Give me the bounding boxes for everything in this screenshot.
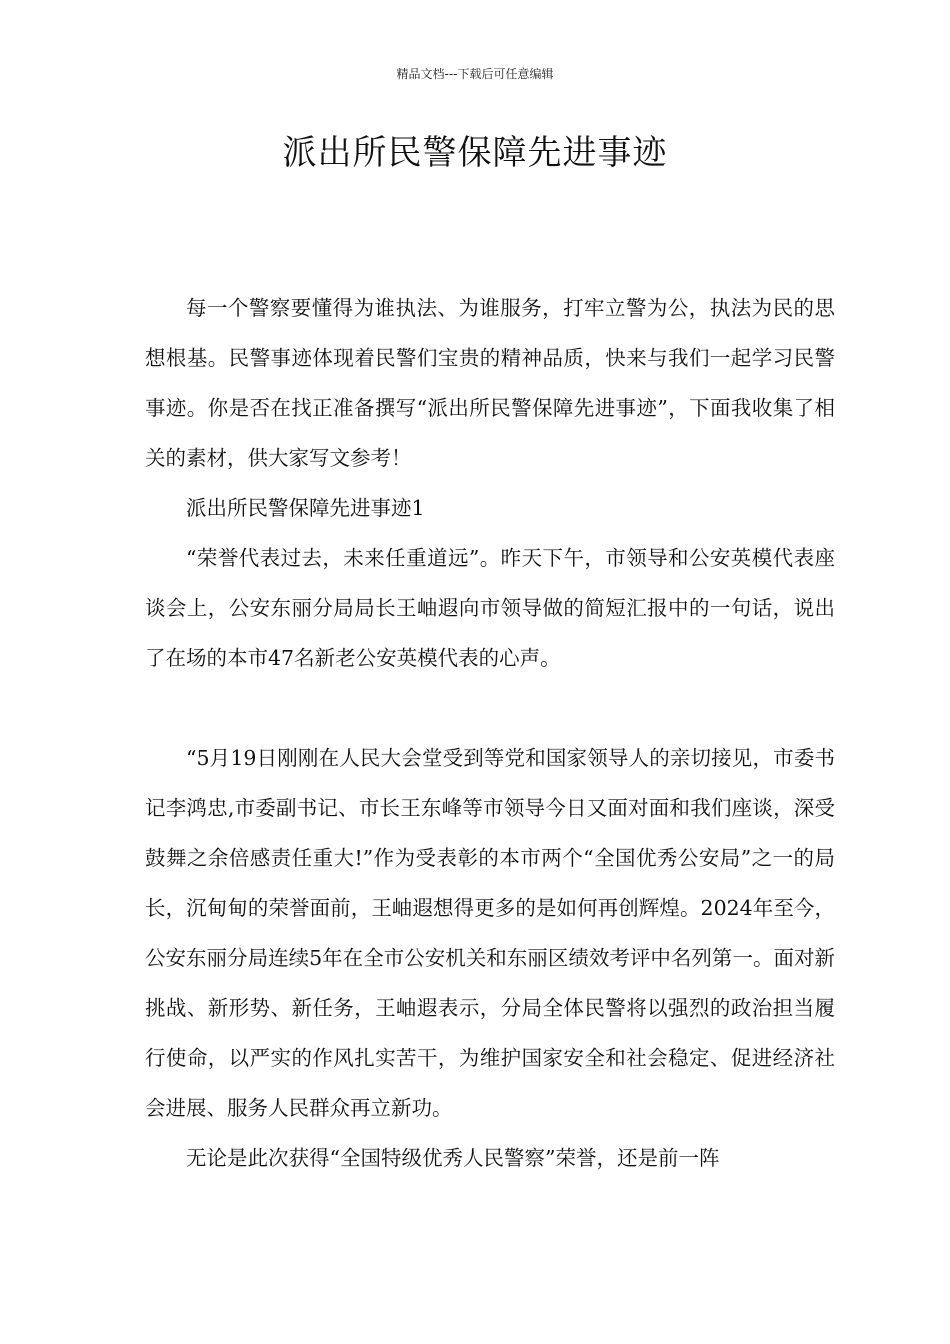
document-title: 派出所民警保障先进事迹 — [282, 133, 668, 173]
body-paragraph: 无论是此次获得“全国特级优秀人民警察”荣誉，还是前一阵 — [186, 1146, 720, 1170]
body-paragraph: “5月19日刚刚在人民大会堂受到等党和国家领导人的亲切接见，市委书记李鸿忠,市委副书记、市长王东峰等市领导今日又面对面和我们座谈，深受鼓舞之余倍感责任重大!”作为受表彰的本市两个“全国优秀公安局”之一的局长，沉甸甸的荣誉面前，王岫遐想得更多的是如何再创辉煌。2024年至今，公安东丽分局连续5年在全市公安机关和东丽区绩效考评中名列第一。面对新挑战、新形势、新任务，王岫遐表示，分局全体民警将以强烈的政治担当履行使命，以严实的作风扎实苦干，为维护国家安全和社会稳定、促进经济社会进展、服务人民群众再立新功。 — [145, 746, 835, 1120]
intro-paragraph: 每一个警察要懂得为谁执法、为谁服务，打牢立警为公，执法为民的思想根基。民警事迹体现着民警们宝贵的精神品质，快来与我们一起学习民警事迹。你是否在找正准备撰写“派出所民警保障先进事迹”，下面我收集了相关的素材，供大家写文参考！ — [145, 296, 835, 470]
body-paragraph: “荣誉代表过去，未来任重道远”。昨天下午，市领导和公安英模代表座谈会上，公安东丽分局局长王岫遐向市领导做的简短汇报中的一句话，说出了在场的本市47名新老公安英模代表的心声。 — [145, 546, 835, 670]
document-body — [145, 283, 835, 1183]
page-header: 精品文档---下载后可任意编辑 — [396, 67, 554, 81]
paragraph-spacer — [145, 683, 835, 733]
section-heading: 派出所民警保障先进事迹1 — [186, 496, 425, 520]
